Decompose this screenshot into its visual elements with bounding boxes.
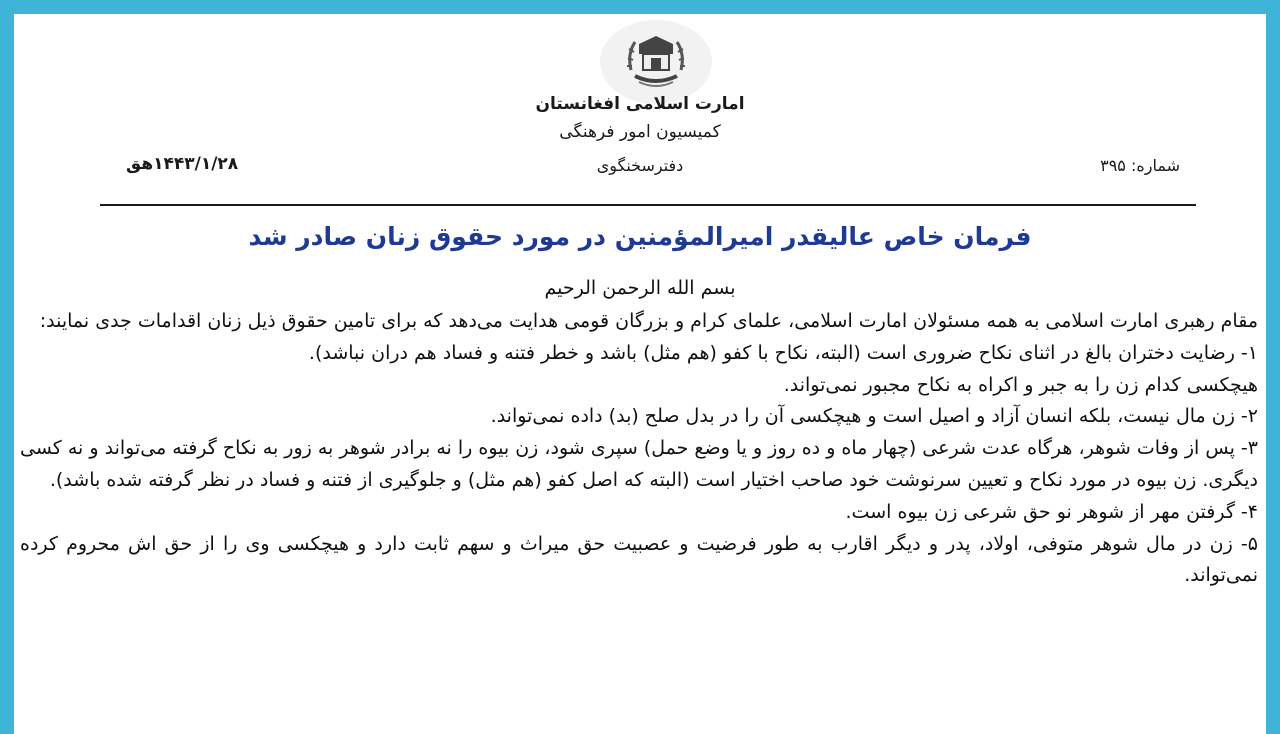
emirate-emblem-icon [621, 30, 691, 94]
body-paragraph: ۵- زن در مال شوهر متوفی، اولاد، پدر و دیگر اقارب به طور فرضیت و عصبیت حق میراث و سهم ثابت دارد و هیچکسی وی را از حق اش محروم کرده نمی‌تواند. [20, 532, 1258, 587]
document-page [14, 14, 1266, 734]
header-office-name: دفترسخنگوی [596, 156, 684, 175]
emblem-seal [600, 20, 712, 104]
body-paragraph: هیچکسی کدام زن را به جبر و اکراه به نکاح مجبور نمی‌تواند. [783, 373, 1258, 396]
document-number: شماره: ۳۹۵ [1100, 156, 1180, 175]
document-date: ۱۴۴۳/۱/۲۸هق [126, 154, 239, 174]
body-paragraph: ۴- گرفتن مهر از شوهر نو حق شرعی زن بیوه است. [845, 500, 1258, 523]
body-paragraph: ۳- پس از وفات شوهر، هرگاه عدت شرعی (چهار ماه و ده روز و یا وضع حمل) سپری شود، زن بیوه را نه برادر شوهر به زور به نکاح گرفته می‌تواند و نه کسی دیگری. زن بیوه در مورد نکاح و تعیین سرنوشت خود صاحب اختیار است (البته که اصل کفو (هم مثل) و جلوگیری از فتنه و فساد در نظر گرفته شده باشد). [20, 437, 1258, 491]
body-paragraph: مقام رهبری امارت اسلامی به همه مسئولان امارت اسلامی، علمای کرام و بزرگان قومی هدایت می‌دهد که برای تامین حقوق ذیل زنان اقدامات جدی نمایند: [39, 310, 1258, 332]
body-paragraph: ۱- رضایت دختران بالغ در اثنای نکاح ضروری است (البته، نکاح با کفو (هم مثل) باشد و خطر فتنه و فساد هم دران نباشد). [308, 341, 1258, 364]
header-divider [100, 204, 1196, 206]
header-emirate-name: امارت اسلامی افغانستان [535, 94, 745, 114]
document-title: فرمان خاص عالیقدر امیرالمؤمنین در مورد حقوق زنان صادر شد [248, 222, 1032, 251]
header-commission-name: کمیسیون امور فرهنگی [559, 122, 721, 142]
document-body [20, 306, 1258, 592]
body-paragraph: ۲- زن مال نیست، بلکه انسان آزاد و اصیل است و هیچکسی آن را در بدل صلح (بد) داده نمی‌تواند. [490, 405, 1258, 428]
bismillah-line: بسم الله الرحمن الرحیم [544, 277, 736, 299]
